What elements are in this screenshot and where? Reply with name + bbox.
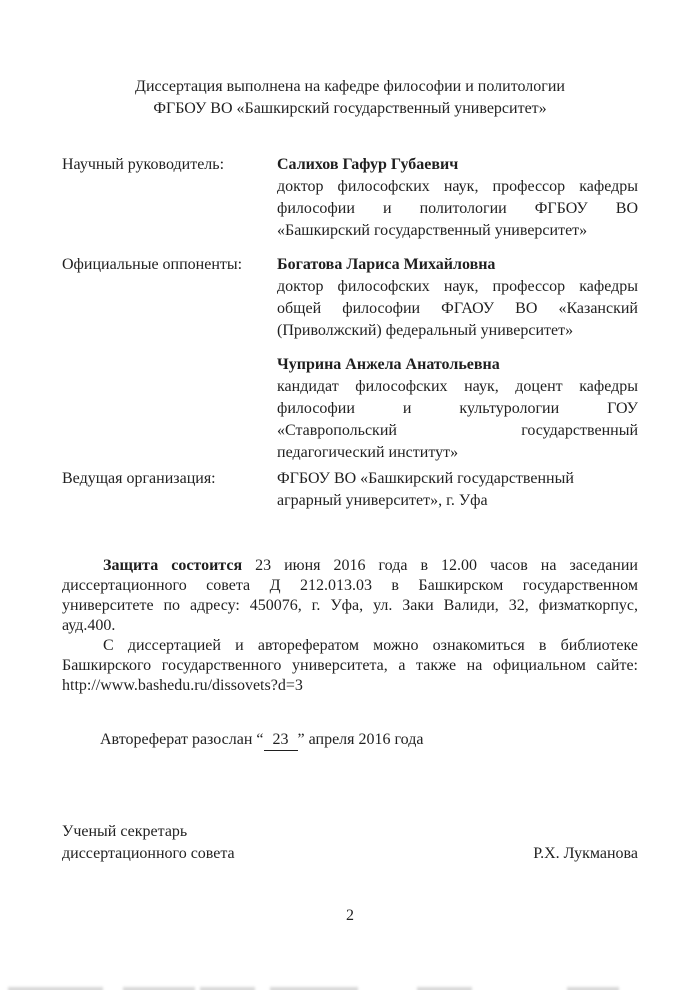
opponent-second (277, 354, 638, 464)
library-url: http://www.bashedu.ru/dissovets?d=3 (62, 677, 303, 694)
supervisor-info (277, 154, 638, 242)
opponents-label: Официальные оппоненты: (62, 256, 243, 273)
library-line: С диссертацией и авторефератом можно ознакомиться в библиотеке (103, 637, 638, 654)
dispatch-suffix: ” апреля 2016 года (297, 731, 424, 748)
signoff-title-line: Ученый секретарь (62, 823, 188, 840)
supervisor-line: философии и политологии ФГБОУ ВО (277, 200, 638, 217)
leading-organization-line: ФГБОУ ВО «Башкирский государственный (277, 470, 574, 487)
opponent-first (277, 254, 638, 342)
defense-paragraph (62, 556, 638, 636)
opponent-line: педагогический институт» (277, 444, 459, 461)
signoff-title (62, 821, 235, 865)
dispatch-date-value: 23 (264, 730, 298, 751)
dispatch-prefix: Автореферат разослан “ (100, 731, 264, 748)
opponent-name: Чуприна Анжела Анатольевна (277, 356, 500, 373)
document-title (62, 0, 638, 120)
title-line-2: ФГБОУ ВО «Башкирский государственный университет» (153, 100, 547, 117)
opponent-line: философии и культурологии ГОУ (277, 400, 638, 417)
opponent-name: Богатова Лариса Михайловна (277, 256, 496, 273)
defense-line (62, 556, 638, 576)
title-line-1: Диссертация выполнена на кафедре философии и политологии (135, 78, 565, 95)
supervisor-row (62, 154, 638, 242)
supervisor-name: Салихов Гафур Губаевич (277, 156, 459, 173)
leading-organization-row (62, 468, 638, 512)
defense-line: диссертационного совета Д 212.013.03 в Башкирском государственном (62, 577, 638, 594)
leading-organization-line: аграрный университет», г. Уфа (277, 492, 488, 509)
supervisor-line: доктор философских наук, профессор кафедры (277, 178, 638, 195)
defense-bold-lead: Защита состоится (103, 557, 243, 574)
scan-artifact (0, 984, 700, 990)
supervisor-line: «Башкирский государственный университет» (277, 222, 588, 239)
signoff-title-line: диссертационного совета (62, 845, 235, 862)
opponent-line: доктор философских наук, профессор кафедры (277, 278, 638, 295)
signoff-row (62, 821, 638, 865)
opponent-line: «Ставропольский государственный (277, 422, 638, 439)
page-number: 2 (346, 907, 354, 924)
library-line: Башкирского государственного университета, а также на официальном сайте: (62, 657, 638, 674)
secretary-name: Р.Х. Лукманова (533, 845, 638, 862)
defense-line: университете по адресу: 450076, г. Уфа, ул. Заки Валиди, 32, физматкорпус, (62, 597, 638, 614)
leading-organization-label: Ведущая организация: (62, 470, 216, 487)
opponents-row (62, 254, 638, 464)
defense-line: ауд.400. (62, 617, 116, 634)
opponent-line: (Приволжский) федеральный университет» (277, 322, 574, 339)
supervisor-label: Научный руководитель: (62, 156, 225, 173)
library-paragraph (62, 636, 638, 696)
opponent-line: кандидат философских наук, доцент кафедры (277, 378, 638, 395)
opponents-info (277, 254, 638, 464)
defense-line-rest: 23 июня 2016 года в 12.00 часов на заседании (242, 557, 638, 574)
opponent-line: общей философии ФГАОУ ВО «Казанский (277, 300, 638, 317)
leading-organization-info (277, 468, 638, 512)
dispatch-line (62, 730, 638, 751)
